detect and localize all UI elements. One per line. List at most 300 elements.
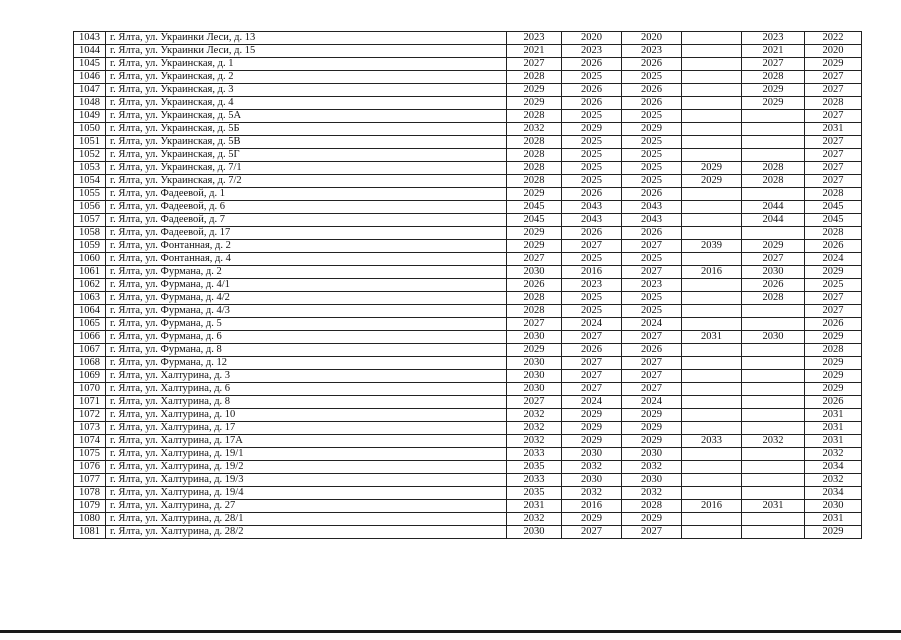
table-row: [74, 513, 862, 526]
year-cell: [682, 279, 742, 292]
year-cell: [682, 318, 742, 331]
table-body: [74, 32, 862, 539]
table-row: [74, 318, 862, 331]
table-row: [74, 448, 862, 461]
year-cell: [682, 110, 742, 123]
address-cell: г. Ялта, ул. Украинская, д. 2: [106, 71, 507, 84]
row-number-cell: 1049: [74, 110, 106, 123]
year-cell: 2026: [622, 188, 682, 201]
year-cell: [682, 344, 742, 357]
year-cell: 2031: [805, 409, 862, 422]
year-cell: [742, 409, 805, 422]
year-cell: [742, 513, 805, 526]
address-cell: г. Ялта, ул. Украинская, д. 5Г: [106, 149, 507, 162]
year-cell: [742, 383, 805, 396]
row-number-cell: 1076: [74, 461, 106, 474]
address-cell: г. Ялта, ул. Фурмана, д. 6: [106, 331, 507, 344]
year-cell: 2027: [622, 357, 682, 370]
address-cell: г. Ялта, ул. Халтурина, д. 19/2: [106, 461, 507, 474]
year-cell: 2029: [507, 240, 562, 253]
year-cell: 2025: [562, 110, 622, 123]
year-cell: 2029: [507, 227, 562, 240]
table-row: [74, 201, 862, 214]
table-row: [74, 136, 862, 149]
year-cell: 2028: [507, 110, 562, 123]
table-row: [74, 435, 862, 448]
year-cell: 2023: [622, 45, 682, 58]
year-cell: 2029: [622, 435, 682, 448]
address-cell: г. Ялта, ул. Фурмана, д. 4/3: [106, 305, 507, 318]
year-cell: 2026: [742, 279, 805, 292]
row-number-cell: 1069: [74, 370, 106, 383]
table-row: [74, 32, 862, 45]
year-cell: 2024: [622, 318, 682, 331]
address-cell: г. Ялта, ул. Украинская, д. 4: [106, 97, 507, 110]
year-cell: 2022: [805, 32, 862, 45]
address-cell: г. Ялта, ул. Украинки Леси, д. 15: [106, 45, 507, 58]
year-cell: 2034: [805, 487, 862, 500]
row-number-cell: 1072: [74, 409, 106, 422]
year-cell: 2030: [562, 474, 622, 487]
address-cell: г. Ялта, ул. Украинская, д. 7/1: [106, 162, 507, 175]
address-cell: г. Ялта, ул. Халтурина, д. 3: [106, 370, 507, 383]
year-cell: 2029: [507, 188, 562, 201]
year-cell: 2029: [805, 370, 862, 383]
year-cell: [682, 474, 742, 487]
table-row: [74, 526, 862, 539]
row-number-cell: 1080: [74, 513, 106, 526]
year-cell: 2027: [562, 331, 622, 344]
address-cell: г. Ялта, ул. Украинская, д. 5Б: [106, 123, 507, 136]
row-number-cell: 1079: [74, 500, 106, 513]
year-cell: 2026: [622, 97, 682, 110]
year-cell: 2027: [805, 71, 862, 84]
year-cell: 2029: [562, 513, 622, 526]
year-cell: 2027: [562, 383, 622, 396]
year-cell: 2029: [805, 331, 862, 344]
year-cell: 2026: [805, 318, 862, 331]
table-row: [74, 396, 862, 409]
year-cell: 2029: [622, 513, 682, 526]
year-cell: [682, 136, 742, 149]
year-cell: 2027: [562, 526, 622, 539]
year-cell: 2029: [682, 175, 742, 188]
table-row: [74, 487, 862, 500]
year-cell: 2029: [805, 383, 862, 396]
year-cell: 2028: [805, 227, 862, 240]
year-cell: 2030: [507, 357, 562, 370]
year-cell: 2027: [805, 305, 862, 318]
year-cell: 2025: [562, 253, 622, 266]
year-cell: 2030: [507, 526, 562, 539]
year-cell: [682, 526, 742, 539]
year-cell: 2032: [805, 448, 862, 461]
row-number-cell: 1063: [74, 292, 106, 305]
table-row: [74, 331, 862, 344]
year-cell: 2032: [562, 461, 622, 474]
row-number-cell: 1062: [74, 279, 106, 292]
year-cell: 2032: [507, 409, 562, 422]
year-cell: 2033: [507, 474, 562, 487]
table-row: [74, 123, 862, 136]
year-cell: [682, 370, 742, 383]
year-cell: 2031: [805, 422, 862, 435]
row-number-cell: 1056: [74, 201, 106, 214]
year-cell: 2027: [622, 370, 682, 383]
year-cell: 2020: [622, 32, 682, 45]
year-cell: 2030: [507, 266, 562, 279]
address-cell: г. Ялта, ул. Халтурина, д. 19/4: [106, 487, 507, 500]
year-cell: 2025: [562, 292, 622, 305]
year-cell: 2043: [562, 201, 622, 214]
year-cell: 2045: [507, 214, 562, 227]
table-row: [74, 58, 862, 71]
year-cell: 2027: [622, 526, 682, 539]
year-cell: 2021: [507, 45, 562, 58]
year-cell: 2044: [742, 214, 805, 227]
year-cell: 2028: [507, 162, 562, 175]
year-cell: 2025: [562, 71, 622, 84]
year-cell: 2026: [622, 227, 682, 240]
address-cell: г. Ялта, ул. Халтурина, д. 19/3: [106, 474, 507, 487]
year-cell: 2027: [507, 253, 562, 266]
address-cell: г. Ялта, ул. Фурмана, д. 5: [106, 318, 507, 331]
row-number-cell: 1068: [74, 357, 106, 370]
year-cell: 2032: [507, 513, 562, 526]
year-cell: 2029: [805, 58, 862, 71]
year-cell: [682, 383, 742, 396]
year-cell: 2025: [562, 305, 622, 318]
year-cell: [742, 123, 805, 136]
row-number-cell: 1081: [74, 526, 106, 539]
row-number-cell: 1070: [74, 383, 106, 396]
year-cell: 2026: [562, 188, 622, 201]
year-cell: 2025: [622, 149, 682, 162]
year-cell: 2028: [622, 500, 682, 513]
year-cell: [682, 45, 742, 58]
year-cell: 2028: [742, 71, 805, 84]
year-cell: [742, 357, 805, 370]
year-cell: 2024: [805, 253, 862, 266]
year-cell: 2027: [742, 58, 805, 71]
year-cell: [742, 461, 805, 474]
row-number-cell: 1064: [74, 305, 106, 318]
year-cell: 2029: [742, 240, 805, 253]
year-cell: 2027: [622, 240, 682, 253]
year-cell: 2030: [622, 448, 682, 461]
year-cell: [682, 149, 742, 162]
year-cell: 2029: [805, 526, 862, 539]
year-cell: 2033: [507, 448, 562, 461]
year-cell: 2043: [562, 214, 622, 227]
row-number-cell: 1074: [74, 435, 106, 448]
address-cell: г. Ялта, ул. Фонтанная, д. 4: [106, 253, 507, 266]
table-row: [74, 97, 862, 110]
year-cell: 2026: [622, 58, 682, 71]
table-row: [74, 305, 862, 318]
year-cell: 2028: [805, 188, 862, 201]
year-cell: 2031: [507, 500, 562, 513]
year-cell: 2031: [682, 331, 742, 344]
row-number-cell: 1055: [74, 188, 106, 201]
year-cell: 2028: [805, 97, 862, 110]
row-number-cell: 1075: [74, 448, 106, 461]
year-cell: 2024: [562, 396, 622, 409]
address-cell: г. Ялта, ул. Халтурина, д. 8: [106, 396, 507, 409]
year-cell: 2030: [507, 383, 562, 396]
row-number-cell: 1046: [74, 71, 106, 84]
year-cell: 2044: [742, 201, 805, 214]
year-cell: 2032: [507, 435, 562, 448]
year-cell: 2025: [562, 149, 622, 162]
year-cell: 2031: [742, 500, 805, 513]
year-cell: 2030: [622, 474, 682, 487]
year-cell: 2026: [562, 227, 622, 240]
year-cell: [742, 396, 805, 409]
year-cell: 2026: [562, 58, 622, 71]
year-cell: [682, 487, 742, 500]
row-number-cell: 1048: [74, 97, 106, 110]
year-cell: 2024: [562, 318, 622, 331]
year-cell: 2028: [742, 292, 805, 305]
row-number-cell: 1051: [74, 136, 106, 149]
year-cell: 2032: [742, 435, 805, 448]
year-cell: 2031: [805, 123, 862, 136]
year-cell: 2028: [805, 344, 862, 357]
row-number-cell: 1066: [74, 331, 106, 344]
address-cell: г. Ялта, ул. Украинская, д. 7/2: [106, 175, 507, 188]
year-cell: [682, 396, 742, 409]
year-cell: 2028: [507, 305, 562, 318]
year-cell: 2029: [562, 409, 622, 422]
year-cell: 2028: [742, 162, 805, 175]
year-cell: 2043: [622, 214, 682, 227]
row-number-cell: 1057: [74, 214, 106, 227]
table-row: [74, 71, 862, 84]
year-cell: 2045: [805, 214, 862, 227]
year-cell: [682, 84, 742, 97]
year-cell: 2027: [507, 58, 562, 71]
year-cell: 2030: [805, 500, 862, 513]
address-cell: г. Ялта, ул. Фурмана, д. 12: [106, 357, 507, 370]
year-cell: [682, 357, 742, 370]
table-row: [74, 214, 862, 227]
table-row: [74, 344, 862, 357]
year-cell: 2023: [507, 32, 562, 45]
year-cell: 2026: [805, 240, 862, 253]
row-number-cell: 1045: [74, 58, 106, 71]
year-cell: 2032: [507, 422, 562, 435]
year-cell: 2035: [507, 487, 562, 500]
year-cell: 2039: [682, 240, 742, 253]
address-cell: г. Ялта, ул. Фонтанная, д. 2: [106, 240, 507, 253]
year-cell: [742, 487, 805, 500]
row-number-cell: 1053: [74, 162, 106, 175]
year-cell: [682, 201, 742, 214]
row-number-cell: 1058: [74, 227, 106, 240]
year-cell: 2035: [507, 461, 562, 474]
year-cell: 2028: [507, 71, 562, 84]
year-cell: 2045: [805, 201, 862, 214]
address-cell: г. Ялта, ул. Фурмана, д. 8: [106, 344, 507, 357]
year-cell: 2027: [562, 357, 622, 370]
year-cell: 2032: [562, 487, 622, 500]
row-number-cell: 1061: [74, 266, 106, 279]
row-number-cell: 1052: [74, 149, 106, 162]
year-cell: 2031: [805, 513, 862, 526]
year-cell: 2025: [622, 292, 682, 305]
row-number-cell: 1043: [74, 32, 106, 45]
row-number-cell: 1044: [74, 45, 106, 58]
year-cell: 2029: [622, 422, 682, 435]
address-cell: г. Ялта, ул. Халтурина, д. 10: [106, 409, 507, 422]
year-cell: 2025: [805, 279, 862, 292]
address-cell: г. Ялта, ул. Фурмана, д. 2: [106, 266, 507, 279]
year-cell: [742, 227, 805, 240]
year-cell: 2025: [622, 162, 682, 175]
year-cell: 2029: [562, 422, 622, 435]
year-cell: 2026: [562, 344, 622, 357]
year-cell: [682, 227, 742, 240]
table-row: [74, 162, 862, 175]
year-cell: 2028: [742, 175, 805, 188]
year-cell: 2033: [682, 435, 742, 448]
housing-schedule-table: [73, 31, 862, 539]
year-cell: 2030: [507, 370, 562, 383]
year-cell: 2030: [562, 448, 622, 461]
year-cell: 2029: [507, 84, 562, 97]
year-cell: 2027: [562, 240, 622, 253]
table-row: [74, 110, 862, 123]
year-cell: 2027: [622, 331, 682, 344]
year-cell: [682, 123, 742, 136]
address-cell: г. Ялта, ул. Украинская, д. 1: [106, 58, 507, 71]
year-cell: 2029: [742, 97, 805, 110]
address-cell: г. Ялта, ул. Халтурина, д. 28/2: [106, 526, 507, 539]
address-cell: г. Ялта, ул. Халтурина, д. 17: [106, 422, 507, 435]
year-cell: 2016: [682, 500, 742, 513]
table-row: [74, 422, 862, 435]
year-cell: 2023: [562, 45, 622, 58]
year-cell: 2025: [622, 305, 682, 318]
year-cell: [682, 448, 742, 461]
year-cell: 2027: [622, 383, 682, 396]
year-cell: [742, 318, 805, 331]
address-cell: г. Ялта, ул. Халтурина, д. 17А: [106, 435, 507, 448]
year-cell: 2025: [622, 253, 682, 266]
year-cell: 2027: [805, 175, 862, 188]
address-cell: г. Ялта, ул. Халтурина, д. 6: [106, 383, 507, 396]
table-row: [74, 500, 862, 513]
year-cell: [682, 253, 742, 266]
year-cell: 2029: [507, 344, 562, 357]
year-cell: 2030: [742, 331, 805, 344]
row-number-cell: 1050: [74, 123, 106, 136]
year-cell: 2027: [805, 110, 862, 123]
row-number-cell: 1078: [74, 487, 106, 500]
year-cell: [682, 409, 742, 422]
year-cell: 2025: [622, 110, 682, 123]
table-row: [74, 370, 862, 383]
year-cell: 2020: [562, 32, 622, 45]
year-cell: [682, 422, 742, 435]
table-row: [74, 84, 862, 97]
year-cell: 2027: [805, 84, 862, 97]
year-cell: 2020: [805, 45, 862, 58]
year-cell: 2025: [562, 175, 622, 188]
year-cell: [682, 214, 742, 227]
year-cell: 2028: [507, 136, 562, 149]
year-cell: [742, 344, 805, 357]
year-cell: [682, 461, 742, 474]
address-cell: г. Ялта, ул. Украинская, д. 5А: [106, 110, 507, 123]
year-cell: [682, 58, 742, 71]
year-cell: [742, 149, 805, 162]
address-cell: г. Ялта, ул. Украинская, д. 5В: [106, 136, 507, 149]
table-row: [74, 409, 862, 422]
row-number-cell: 1073: [74, 422, 106, 435]
table-row: [74, 279, 862, 292]
table-row: [74, 357, 862, 370]
year-cell: [742, 474, 805, 487]
year-cell: [742, 305, 805, 318]
year-cell: 2032: [622, 487, 682, 500]
year-cell: 2026: [622, 344, 682, 357]
year-cell: 2029: [805, 266, 862, 279]
year-cell: 2027: [507, 396, 562, 409]
page-bottom-edge: [0, 630, 901, 633]
row-number-cell: 1060: [74, 253, 106, 266]
year-cell: 2029: [562, 435, 622, 448]
year-cell: 2027: [562, 370, 622, 383]
address-cell: г. Ялта, ул. Украинки Леси, д. 13: [106, 32, 507, 45]
year-cell: [742, 448, 805, 461]
year-cell: 2026: [562, 97, 622, 110]
table-row: [74, 240, 862, 253]
table-row: [74, 175, 862, 188]
year-cell: 2027: [805, 149, 862, 162]
year-cell: 2023: [742, 32, 805, 45]
year-cell: 2025: [622, 136, 682, 149]
year-cell: 2029: [805, 357, 862, 370]
address-cell: г. Ялта, ул. Халтурина, д. 19/1: [106, 448, 507, 461]
year-cell: 2023: [562, 279, 622, 292]
year-cell: 2025: [622, 175, 682, 188]
address-cell: г. Ялта, ул. Халтурина, д. 27: [106, 500, 507, 513]
table-row: [74, 266, 862, 279]
year-cell: 2030: [742, 266, 805, 279]
address-cell: г. Ялта, ул. Украинская, д. 3: [106, 84, 507, 97]
year-cell: 2043: [622, 201, 682, 214]
year-cell: 2029: [622, 123, 682, 136]
year-cell: 2016: [562, 500, 622, 513]
table-row: [74, 227, 862, 240]
year-cell: 2027: [622, 266, 682, 279]
year-cell: 2032: [507, 123, 562, 136]
year-cell: [742, 136, 805, 149]
year-cell: 2029: [622, 409, 682, 422]
address-cell: г. Ялта, ул. Фадеевой, д. 1: [106, 188, 507, 201]
year-cell: [742, 188, 805, 201]
year-cell: [742, 370, 805, 383]
row-number-cell: 1065: [74, 318, 106, 331]
year-cell: 2028: [507, 175, 562, 188]
row-number-cell: 1054: [74, 175, 106, 188]
year-cell: 2016: [562, 266, 622, 279]
year-cell: 2028: [507, 149, 562, 162]
table-row: [74, 383, 862, 396]
table-row: [74, 149, 862, 162]
